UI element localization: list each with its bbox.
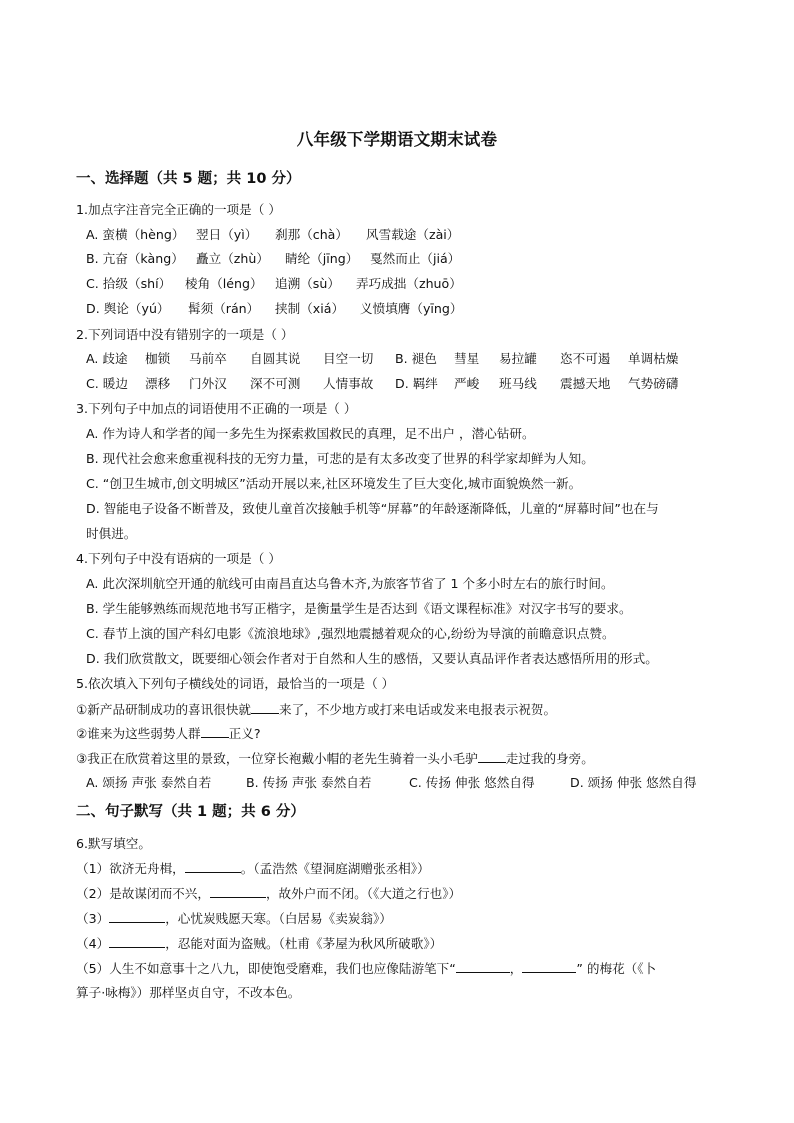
q2-r2-w9: 震撼天地 <box>560 376 611 391</box>
fill-blank <box>456 960 510 973</box>
question-2-row-1 <box>86 351 786 367</box>
question-6-line-2 <box>76 885 461 902</box>
question-3-option-d: D. 智能电子设备不断普及，致使儿童首次接触手机等“屏幕”的年龄逐渐降低，儿童的“屏幕时间”也在与 <box>86 501 659 516</box>
question-6-line-5-continued: 算子·咏梅》）那样坚贞自守，不改本色。 <box>76 985 301 1000</box>
q6-l3-before: （3） <box>76 911 110 926</box>
q1-b-w2: 矗立（zhù） <box>196 251 269 266</box>
page-title: 八年级下学期语文期末试卷 <box>296 130 498 149</box>
q1-a-w2: 翌日（yì） <box>196 227 258 242</box>
q2-r2-w5: 人情事故 <box>323 376 374 391</box>
question-3-option-d-continued: 时俱进。 <box>86 526 137 541</box>
q1-c-w3: 追溯（sù） <box>275 276 340 291</box>
q2-r1-w2: 枷锁 <box>145 351 171 366</box>
question-2-stem: 2.下列词语中没有错别字的一项是（ ） <box>76 327 294 342</box>
q1-d-w2: 髯须（rán） <box>188 301 260 316</box>
question-4-stem: 4.下列句子中没有语病的一项是（ ） <box>76 551 281 566</box>
fill-blank <box>478 750 506 763</box>
q5-s3-before: ③我正在欣赏着这里的景致，一位穿长袍戴小帽的老先生骑着一头小毛驴 <box>76 751 478 766</box>
q6-l1-before: （1）欲济无舟楫， <box>76 861 185 876</box>
q1-d-w3: 挟制（xiá） <box>275 301 345 316</box>
question-1-option-d <box>86 301 786 317</box>
q2-r1-w7: 彗星 <box>454 351 480 366</box>
section-heading-dictation: 二、句子默写（共 1 题；共 6 分） <box>76 804 305 820</box>
q2-r2-w3: 门外汉 <box>189 376 227 391</box>
q6-l4-after: ，忍能对面为盗贼。（杜甫《茅屋为秋风所破歌》） <box>165 936 443 951</box>
q2-r2-w6: D. 羁绊 <box>395 376 438 391</box>
question-5-sentence-1 <box>76 701 556 718</box>
q1-d-w1: D. 舆论（yú） <box>86 301 170 316</box>
q6-l5-sep: ， <box>509 961 523 976</box>
q2-r1-w5: 目空一切 <box>323 351 374 366</box>
q6-l5-before: （5）人生不如意事十之八九，即使饱受磨难，我们也应像陆游笔下“ <box>76 961 456 976</box>
question-6-stem: 6.默写填空。 <box>76 836 151 851</box>
q1-a-w1: A. 蛮横（hèng） <box>86 227 185 242</box>
question-3-option-c: C. “创卫生城市,创文明城区”活动开展以来,社区环境发生了巨大变化,城市面貌焕然一新。 <box>86 476 582 491</box>
q2-r2-w2: 漂移 <box>145 376 171 391</box>
q2-r2-w1: C. 暖边 <box>86 376 128 391</box>
question-3-option-b: B. 现代社会愈来愈重视科技的无穷力量，可悲的是有太多改变了世界的科学家却鲜为人知。 <box>86 451 594 466</box>
fill-blank <box>251 701 279 714</box>
question-1-stem: 1.加点字注音完全正确的一项是（ ） <box>76 202 281 217</box>
q2-r2-w8: 班马线 <box>499 376 537 391</box>
question-6-line-4 <box>76 935 442 952</box>
q1-c-w2: 棱角（léng） <box>185 276 263 291</box>
q1-b-w4: 戛然而止（jiá） <box>370 251 461 266</box>
q1-a-w4: 风雪载途（zài） <box>366 227 460 242</box>
q1-c-w4: 弄巧成拙（zhuō） <box>356 276 462 291</box>
q1-c-w1: C. 拾级（shí） <box>86 276 172 291</box>
question-4-option-c: C. 春节上演的国产科幻电影《流浪地球》,强烈地震撼着观众的心,纷纷为导演的前瞻意识点赞。 <box>86 626 615 641</box>
question-5-options <box>86 775 786 791</box>
q2-r2-w7: 严峻 <box>454 376 480 391</box>
q5-s2-after: 正义? <box>228 726 261 741</box>
q5-option-a: A. 颂扬 声张 泰然自若 <box>86 775 212 790</box>
question-2-row-2 <box>86 376 786 392</box>
question-4-option-a: A. 此次深圳航空开通的航线可由南昌直达乌鲁木齐,为旅客节省了 1 个多小时左右的旅行时间。 <box>86 576 614 591</box>
q2-r1-w4: 自圆其说 <box>250 351 301 366</box>
q1-a-w3: 刹那（chà） <box>275 227 348 242</box>
q5-s1-before: ①新产品研制成功的喜讯很快就 <box>76 702 252 717</box>
q6-l3-after: ，心忧炭贱愿天寒。（白居易《卖炭翁》） <box>165 911 392 926</box>
fill-blank <box>210 885 266 898</box>
q6-l2-before: （2）是故谋闭而不兴， <box>76 886 210 901</box>
question-1-option-b <box>86 251 786 267</box>
question-3-option-a: A. 作为诗人和学者的闻一多先生为探索救国救民的真理，足不出户 ，潜心钻研。 <box>86 426 535 441</box>
q2-r1-w10: 单调枯燥 <box>628 351 679 366</box>
q2-r1-w6: B. 褪色 <box>395 351 437 366</box>
question-6-line-3 <box>76 910 392 927</box>
q6-l2-after: ，故外户而不闭。（《大道之行也》） <box>265 886 462 901</box>
q1-d-w4: 义愤填膺（yīng） <box>360 301 463 316</box>
q5-s2-before: ②谁来为这些弱势人群 <box>76 726 201 741</box>
q2-r1-w9: 恣不可遏 <box>560 351 611 366</box>
question-6-line-1 <box>76 860 430 877</box>
q2-r1-w1: A. 歧途 <box>86 351 128 366</box>
q5-option-b: B. 传扬 声张 泰然自若 <box>246 775 372 790</box>
section-heading-choice: 一、选择题（共 5 题；共 10 分） <box>76 171 301 187</box>
q1-b-w3: 睛纶（jīng） <box>285 251 359 266</box>
fill-blank <box>185 860 241 873</box>
question-5-sentence-3 <box>76 750 594 767</box>
q5-s1-after: 来了，不少地方或打来电话或发来电报表示祝贺。 <box>279 702 557 717</box>
q2-r1-w8: 易拉罐 <box>499 351 537 366</box>
q6-l1-after: 。（孟浩然《望洞庭湖赠张丞相》） <box>240 861 430 876</box>
fill-blank <box>201 725 229 738</box>
q2-r2-w4: 深不可测 <box>250 376 301 391</box>
q2-r2-w10: 气势磅礴 <box>628 376 679 391</box>
q1-b-w1: B. 亢奋（kàng） <box>86 251 184 266</box>
q5-option-d: D. 颂扬 伸张 悠然自得 <box>570 775 697 790</box>
q5-s3-after: 走过我的身旁。 <box>505 751 594 766</box>
q5-option-c: C. 传扬 伸张 悠然自得 <box>409 775 535 790</box>
question-4-option-b: B. 学生能够熟练而规范地书写正楷字，是衡量学生是否达到《语文课程标准》对汉字书写的要求。 <box>86 601 632 616</box>
question-5-sentence-2 <box>76 725 261 742</box>
q6-l5-after: ” 的梅花（《卜 <box>576 961 657 976</box>
question-5-stem: 5.依次填入下列句子横线处的词语，最恰当的一项是（ ） <box>76 676 395 691</box>
question-6-line-5 <box>76 960 656 977</box>
fill-blank <box>109 935 165 948</box>
question-3-stem: 3.下列句子中加点的词语使用不正确的一项是（ ） <box>76 401 357 416</box>
fill-blank <box>109 910 165 923</box>
fill-blank <box>522 960 576 973</box>
q2-r1-w3: 马前卒 <box>189 351 227 366</box>
question-1-option-a <box>86 227 786 243</box>
q6-l4-before: （4） <box>76 936 110 951</box>
question-4-option-d: D. 我们欣赏散文，既要细心领会作者对于自然和人生的感悟，又要认真品评作者表达感悟所用的形式。 <box>86 651 658 666</box>
question-1-option-c <box>86 276 786 292</box>
